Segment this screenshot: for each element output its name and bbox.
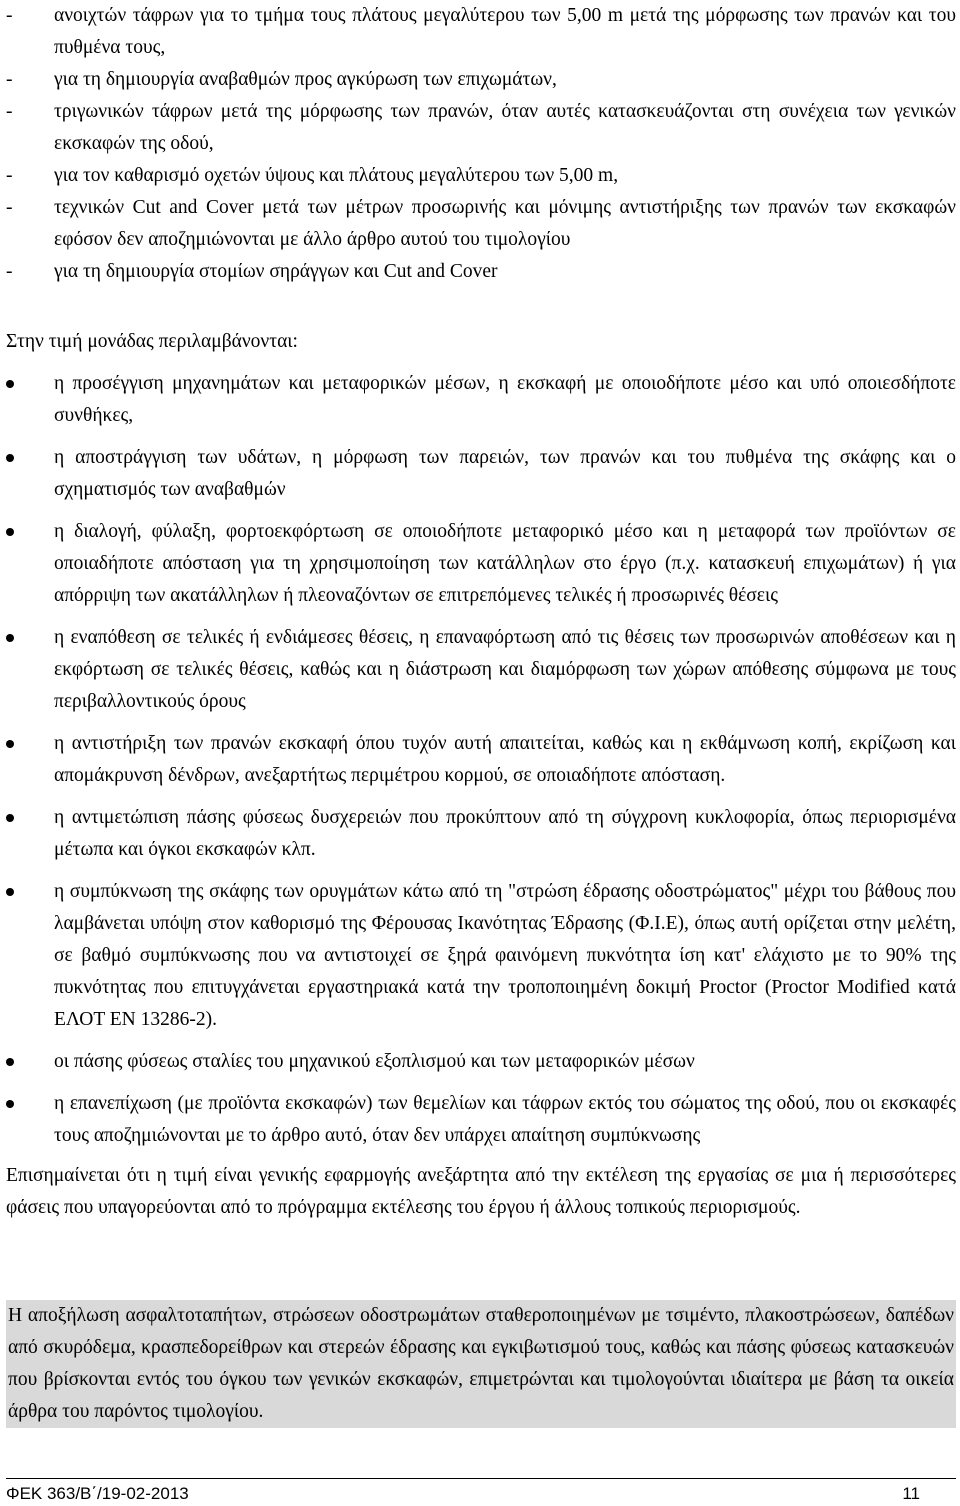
bullet-dot-icon — [6, 380, 14, 388]
bullet-item — [6, 1088, 956, 1152]
dash-marker: - — [6, 261, 13, 282]
bullet-item — [6, 516, 956, 612]
bullet-dot-icon — [6, 1100, 14, 1108]
bullet-item-text: η συμπύκνωση της σκάφης των ορυγμάτων κάτω από τη "στρώση έδρασης οδοστρώματος" μέχρι του βάθους που λαμβάνεται υπόψη στον καθορισμό της Φέρουσας Ικανότητας Έδρασης (Φ.Ι.Ε), όπως αυτή ορίζεται στην μελέτη, σε βαθμό συμπύκνωσης που να αντιστοιχεί σε ξηρά φαινόμενη πυκνότητα ίση κατ' ελάχιστο με το 90% της πυκνότητας που επιτυγχάνεται εργαστηριακά κατά την τροποποιημένη δοκιμή Proctor (Proctor Modified κατά ΕΛΟΤ ΕΝ 13286-2). — [54, 881, 956, 1030]
dash-item — [6, 192, 956, 256]
bullet-item — [6, 1046, 956, 1078]
bullet-item-text: η αντιστήριξη των πρανών εκσκαφή όπου τυχόν αυτή απαιτείται, καθώς και η εκθάμνωση κοπή, εκρίζωση και απομάκρυνση δένδρων, ανεξαρτήτως περιμέτρου κορμού, σε οποιαδήποτε απόσταση. — [54, 733, 956, 786]
dash-marker: - — [6, 197, 13, 218]
footer-gazette-issue: ΦΕΚ 363/Β΄/19-02-2013 — [6, 1484, 189, 1503]
dash-marker: - — [6, 165, 13, 186]
dash-item-text: για τη δημιουργία στομίων σηράγγων και Cut and Cover — [54, 261, 498, 282]
dash-item-text: ανοιχτών τάφρων για το τμήμα τους πλάτους μεγαλύτερου των 5,00 m μετά της μόρφωσης των πρανών και του πυθμένα τους, — [54, 5, 956, 58]
bullet-item-text: η εναπόθεση σε τελικές ή ενδιάμεσες θέσεις, η επαναφόρτωση από τις θέσεις των προσωρινών αποθέσεων και η εκφόρτωση σε τελικές θέσεις, καθώς και η διάστρωση και διαμόρφωση των χώρων απόθεσης σύμφωνα με τους περιβαλλοντικούς όρους — [54, 627, 956, 712]
dash-marker: - — [6, 5, 13, 26]
dash-item-text: τριγωνικών τάφρων μετά της μόρφωσης των πρανών, όταν αυτές κατασκευάζονται στη συνέχεια των γενικών εκσκαφών της οδού, — [54, 101, 956, 154]
dash-list — [6, 0, 956, 288]
bullet-item-text: η επανεπίχωση (με προϊόντα εκσκαφών) των θεμελίων και τάφρων εκτός του σώματος της οδού, που οι εκσκαφές τους αποζημιώνονται με το άρθρο αυτό, όταν δεν υπάρχει απαίτηση συμπύκνωσης — [54, 1093, 956, 1146]
bullet-dot-icon — [6, 888, 14, 896]
general-application-note: Επισημαίνεται ότι η τιμή είναι γενικής εφαρμογής ανεξάρτητα από την εκτέλεση της εργασίας σε μια ή περισσότερες φάσεις που υπαγορεύονται από το πρόγραμμα εκτέλεσης του έργου ή άλλους τοπικούς περιορισμούς. — [6, 1165, 956, 1218]
dash-item — [6, 0, 956, 64]
bullet-dot-icon — [6, 814, 14, 822]
bullet-dot-icon — [6, 454, 14, 462]
dash-item-text: τεχνικών Cut and Cover μετά των μέτρων προσωρινής και μόνιμης αντιστήριξης των πρανών των εκσκαφών εφόσον δεν αποζημιώνονται με άλλο άρθρο αυτού του τιμολογίου — [54, 197, 956, 250]
dash-marker: - — [6, 69, 13, 90]
dash-marker: - — [6, 101, 13, 122]
dash-item-text: για τη δημιουργία αναβαθμών προς αγκύρωση των επιχωμάτων, — [54, 69, 557, 90]
bullet-item — [6, 368, 956, 432]
bullet-item-text: η αντιμετώπιση πάσης φύσεως δυσχερειών που προκύπτουν από τη σύγχρονη κυκλοφορία, όπως περιορισμένα μέτωπα και όγκοι εκσκαφών κλπ. — [54, 807, 956, 860]
bullet-dot-icon — [6, 1058, 14, 1066]
bullet-item — [6, 442, 956, 506]
included-items-heading: Στην τιμή μονάδας περιλαμβάνονται: — [6, 331, 298, 352]
bullet-item — [6, 622, 956, 718]
footer-page-number: 11 — [902, 1484, 920, 1503]
highlighted-paragraph: Η αποξήλωση ασφαλτοταπήτων, στρώσεων οδοστρωμάτων σταθεροποιημένων με τσιμέντο, πλακοστρώσεων, δαπέδων από σκυρόδεμα, κρασπεδορείθρων και στερεών έδρασης και εγκιβωτισμού τους, καθώς και πάσης φύσεως κατασκευών που βρίσκονται εντός του όγκου των γενικών εκσκαφών, επιμετρώνται και τιμολογούνται ιδιαίτερα με βάση τα οικεία άρθρα του παρόντος τιμολογίου. — [6, 1300, 956, 1428]
bullet-item — [6, 728, 956, 792]
bullet-item-text: η αποστράγγιση των υδάτων, η μόρφωση των παρειών, των πρανών και του πυθμένα της σκάφης και ο σχηματισμός των αναβαθμών — [54, 447, 956, 500]
bullet-dot-icon — [6, 528, 14, 536]
bullet-dot-icon — [6, 740, 14, 748]
bullet-item — [6, 802, 956, 866]
dash-item — [6, 160, 956, 192]
dash-item-text: για τον καθαρισμό οχετών ύψους και πλάτους μεγαλύτερου των 5,00 m, — [54, 165, 619, 186]
footer-divider — [6, 1478, 956, 1479]
dash-item — [6, 64, 956, 96]
bullet-item — [6, 876, 956, 1036]
bullet-dot-icon — [6, 634, 14, 642]
bullet-item-text: η προσέγγιση μηχανημάτων και μεταφορικών μέσων, η εκσκαφή με οποιοδήποτε μέσο και υπό οποιεσδήποτε συνθήκες, — [54, 373, 956, 426]
dash-item — [6, 256, 956, 288]
bullet-item-text: η διαλογή, φύλαξη, φορτοεκφόρτωση σε οποιοδήποτε μεταφορικό μέσο και η μεταφορά των προϊόντων σε οποιαδήποτε απόσταση για τη χρησιμοποίηση των κατάλληλων στο έργο (π.χ. κατασκευή επιχωμάτων) ή για απόρριψη των ακατάλληλων ή πλεοναζόντων σε επιτρεπόμενες τελικές ή προσωρινές θέσεις — [54, 521, 956, 606]
bullet-list — [6, 368, 956, 1162]
dash-item — [6, 96, 956, 160]
bullet-item-text: οι πάσης φύσεως σταλίες του μηχανικού εξοπλισμού και των μεταφορικών μέσων — [54, 1051, 695, 1072]
